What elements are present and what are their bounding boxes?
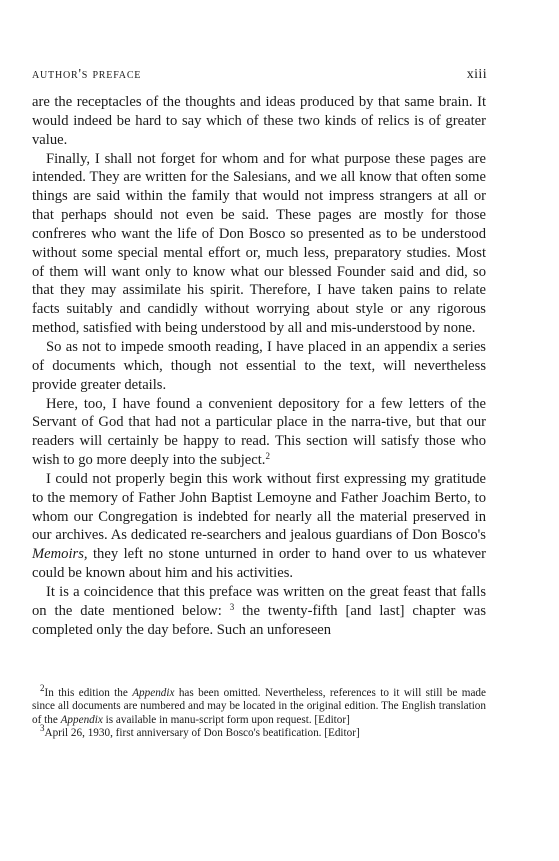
paragraph-4: Here, too, I have found a convenient depository for a few letters of the Servant of God that had not a particular place in the narra-tive, but that our readers will certainly be happy to read. This section will satisfy those who wish to go more deeply into the subject.$^2$ xyxy=(32,395,486,469)
paragraph-2: Finally, I shall not forget for whom and for what purpose these pages are intended. They are written for the Salesians, and we all know that often some things are said within the family that would not impress strangers at all or that perhaps should not even be said. These pages are mostly for those confreres who want the life of Don Bosco so presented as to be understood without some special mental effort or, much less, preparatory studies. Most of them will want only to know what our blessed Founder said and did, so that they may assimilate his spirit. Therefore, I have taken pains to relate facts suitably and candidly without worrying about style or any rigorous method, satisfied with being understood by all and mis-understood by none. xyxy=(32,150,486,337)
paragraph-3: So as not to impede smooth reading, I have placed in an appendix a series of documents which, though not essential to the text, will nevertheless provide greater details. xyxy=(32,338,486,393)
footnote-2: $^2$In this edition the Appendix has been omitted. Nevertheless, references to it will still be made since all documents are numbered and may be located in the original edition. The English translation of the Appendix is available in manu-script form upon request. [Editor] xyxy=(32,683,486,726)
running-title: author's preface xyxy=(32,67,142,82)
footnote-reference: 2 xyxy=(265,451,270,462)
emphasized-title: Memoirs, xyxy=(32,546,88,563)
footnote-3: $^3$April 26, 1930, first anniversary of Don Bosco's beatification. [Editor] xyxy=(40,722,360,739)
page-number: xiii xyxy=(466,67,487,82)
paragraph-6: It is a coincidence that this preface was written on the great feast that falls on the date mentioned below: $^3$ the twenty-fifth [and last] chapter was completed only the day before. Such an unforeseen xyxy=(32,583,486,638)
paragraph-5: I could not properly begin this work without first expressing my gratitude to the memory of Father John Baptist Lemoyne and Father Joachim Berto, to whom our Congregation is indebted for nearly all the material preserved in our archives. As dedicated re-searchers and jealous guardians of Don Bosco's Memoirs, they left no stone unturned in order to hand over to us whatever could be known about him and his activities. xyxy=(32,470,486,582)
footnote-reference: 3 xyxy=(229,601,235,612)
footnote-mark: 3 xyxy=(40,722,45,733)
running-header xyxy=(32,67,487,83)
footnote-mark: 2 xyxy=(40,683,45,693)
footnotes xyxy=(32,683,486,740)
body-text xyxy=(32,93,486,639)
paragraph-1: are the receptacles of the thoughts and ideas produced by that same brain. It would indeed be hard to say which of these two kinds of relics is of greater value. xyxy=(32,94,486,148)
